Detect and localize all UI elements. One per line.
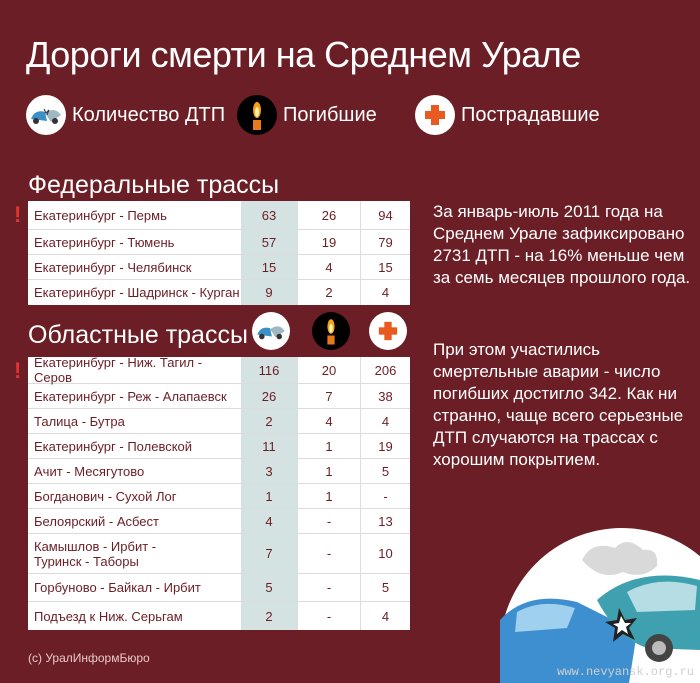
car-crash-icon xyxy=(252,312,290,350)
accidents-value: 3 xyxy=(241,459,297,483)
route-name: Горбуново - Байкал - Ирбит xyxy=(34,580,201,595)
injured-value: 94 xyxy=(378,207,393,223)
candle-icon xyxy=(237,95,277,135)
dead-value: 1 xyxy=(297,434,361,458)
table-row xyxy=(28,409,410,434)
route-name: Екатеринбург - Реж - Алапаевск xyxy=(34,388,227,404)
route-name: Ачит - Месягутово xyxy=(34,463,145,479)
federal-alert-mark: ! xyxy=(14,202,22,227)
accidents-value: 7 xyxy=(241,534,297,573)
car-crash-icon xyxy=(26,95,66,135)
accidents-value: 26 xyxy=(241,384,297,408)
dead-value: - xyxy=(297,574,361,601)
page-title: Дороги смерти на Среднем Урале xyxy=(26,34,581,75)
injured-value: 79 xyxy=(378,234,393,250)
dead-value: 19 xyxy=(297,230,361,254)
federal-table xyxy=(28,201,410,305)
accidents-value: 9 xyxy=(241,280,297,305)
car-crash-illustration xyxy=(497,520,700,683)
table-row xyxy=(28,574,410,602)
legend-dead-label: Погибшие xyxy=(283,103,377,126)
accidents-value: 4 xyxy=(241,509,297,533)
credit-text: (c) УралИнформБюро xyxy=(28,651,150,665)
federal-section-title: Федеральные трассы xyxy=(28,171,280,199)
legend-injured-label: Пострадавшие xyxy=(461,103,600,126)
dead-value: 4 xyxy=(297,255,361,279)
injured-value: 15 xyxy=(378,259,393,275)
column-icons xyxy=(250,312,410,352)
accidents-value: 2 xyxy=(241,409,297,433)
dead-value: 4 xyxy=(297,409,361,433)
dead-value: 20 xyxy=(297,357,361,383)
regional-section-title: Областные трассы xyxy=(28,321,248,349)
info-paragraph-1: За январь-июль 2011 года на Среднем Урале зафиксировано 2731 ДТП - на 16% меньше чем за семь месяцев прошлого года. xyxy=(433,202,691,287)
route-name: Екатеринбург - Полевской xyxy=(34,438,193,454)
route-name: Екатеринбург - Шадринск - Курган xyxy=(34,285,240,300)
legend xyxy=(26,95,626,135)
dead-value: 7 xyxy=(297,384,361,408)
route-name: Подъезд к Ниж. Серьгам xyxy=(34,608,183,624)
injured-value: 13 xyxy=(378,513,393,529)
injured-value: 206 xyxy=(374,362,397,378)
route-name: Богданович - Сухой Лог xyxy=(34,488,177,504)
table-row xyxy=(28,230,410,255)
dead-value: 1 xyxy=(297,459,361,483)
regional-alert-mark: ! xyxy=(14,358,22,383)
table-row xyxy=(28,484,410,509)
legend-accidents-label: Количество ДТП xyxy=(72,103,226,126)
route-name: Екатеринбург - Тюмень xyxy=(34,234,175,250)
route-name: Екатеринбург - Ниж. Тагил - Серов xyxy=(34,355,203,385)
accidents-value: 11 xyxy=(241,434,297,458)
table-row xyxy=(28,459,410,484)
table-row xyxy=(28,534,410,574)
table-row xyxy=(28,509,410,534)
dead-value: - xyxy=(297,602,361,630)
injured-value: 4 xyxy=(381,608,390,624)
injured-value: 5 xyxy=(381,580,390,595)
legend-injured xyxy=(415,95,600,135)
injured-value: 19 xyxy=(378,438,393,454)
accidents-value: 63 xyxy=(241,201,297,229)
table-row xyxy=(28,434,410,459)
dead-value: - xyxy=(297,534,361,573)
injured-value: 5 xyxy=(381,463,390,479)
table-row xyxy=(28,602,410,630)
dead-value: - xyxy=(297,509,361,533)
info-paragraph-2: При этом участились смертельные аварии - число погибших достигло 342. Как ни странно, чаще всего серьезные ДТП случаются на трассах с хорошим покрытием. xyxy=(433,340,684,469)
dead-value: 26 xyxy=(297,201,361,229)
legend-accidents xyxy=(26,95,225,135)
dead-value: 2 xyxy=(297,280,361,305)
legend-dead xyxy=(237,95,377,135)
candle-icon xyxy=(312,312,350,350)
injured-value: - xyxy=(383,488,388,504)
injured-value: 38 xyxy=(378,388,393,404)
route-name: Камышлов - Ирбит - Туринск - Таборы xyxy=(34,538,157,569)
route-name: Екатеринбург - Пермь xyxy=(34,207,167,223)
accidents-value: 15 xyxy=(241,255,297,279)
accidents-value: 57 xyxy=(241,230,297,254)
accidents-value: 5 xyxy=(241,574,297,601)
injured-value: 4 xyxy=(381,413,390,429)
route-name: Белоярский - Асбест xyxy=(34,513,159,529)
route-name: Екатеринбург - Челябинск xyxy=(34,259,192,275)
table-row xyxy=(28,201,410,230)
accidents-value: 1 xyxy=(241,484,297,508)
red-cross-icon xyxy=(415,95,455,135)
table-row xyxy=(28,255,410,280)
regional-table xyxy=(28,357,410,630)
dead-value: 1 xyxy=(297,484,361,508)
injured-value: 10 xyxy=(378,546,393,561)
red-cross-icon xyxy=(369,312,407,350)
route-name: Талица - Бутра xyxy=(34,413,125,429)
accidents-value: 116 xyxy=(241,357,297,383)
site-watermark: www.nevyansk.org.ru xyxy=(557,665,694,679)
accidents-value: 2 xyxy=(241,602,297,630)
injured-value: 4 xyxy=(381,285,390,300)
table-row xyxy=(28,280,410,305)
table-row xyxy=(28,357,410,384)
table-row xyxy=(28,384,410,409)
